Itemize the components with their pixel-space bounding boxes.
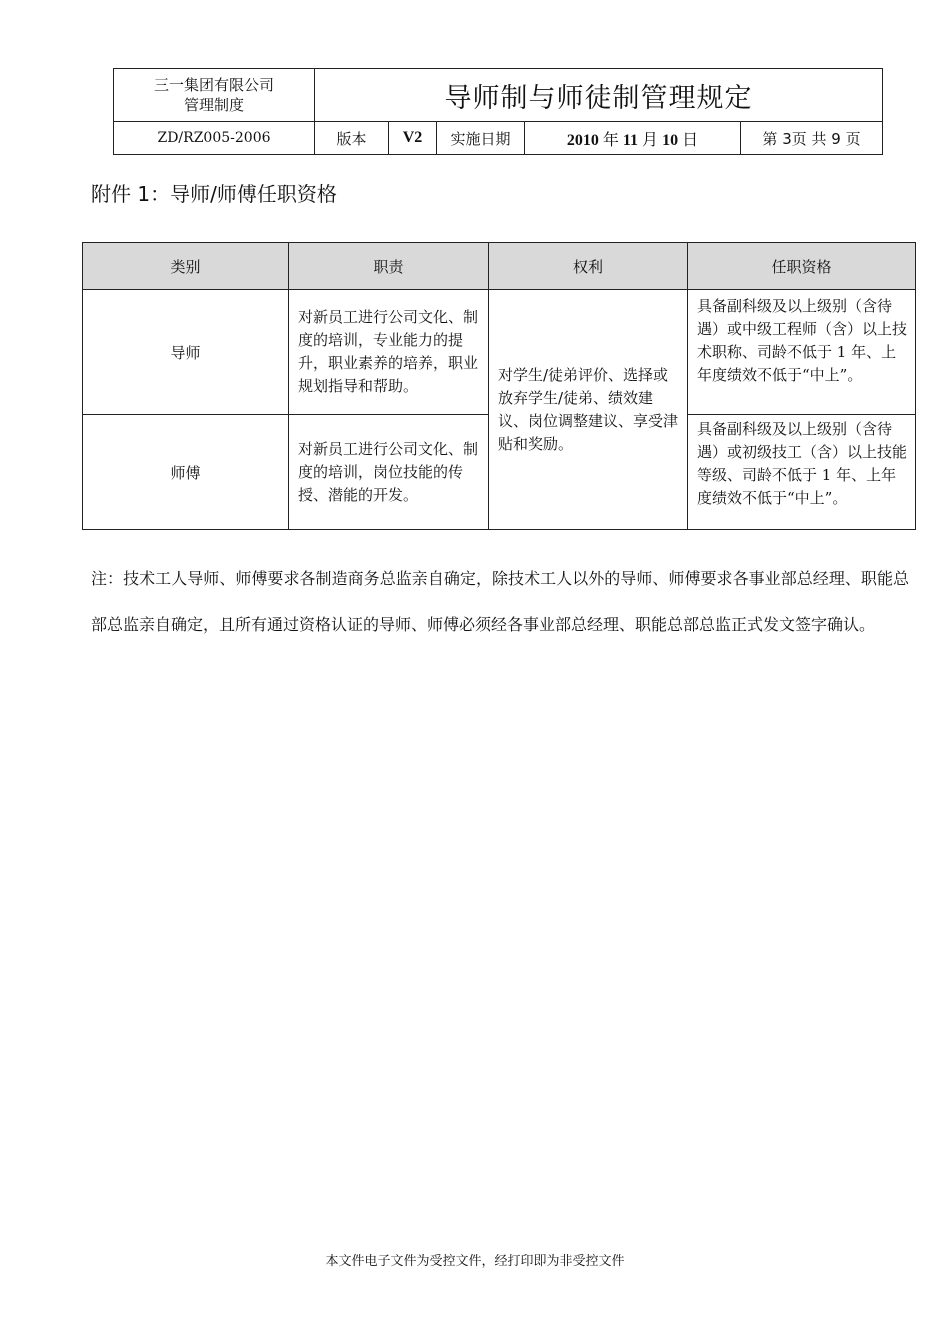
document-code: ZD/RZ005-2006: [114, 122, 315, 155]
category-cell: 师傅: [83, 415, 289, 530]
note-paragraph: 注：技术工人导师、师傅要求各制造商务总监亲自确定，除技术工人以外的导师、师傅要求各事业部总经理、职能总部总监亲自确定，且所有通过资格认证的导师、师傅必须经各事业部总经理、职能总部总监正式发文签字确认。: [91, 569, 909, 634]
version-label: 版本: [315, 122, 389, 155]
company-cell: [114, 69, 315, 122]
qualification-cell: 具备副科级及以上级别（含待遇）或中级工程师（含）以上技术职称、司龄不低于 1 年、上年度绩效不低于“中上”。: [688, 290, 916, 415]
company-name: 三一集团有限公司: [153, 76, 274, 94]
effective-date: [525, 122, 741, 155]
duty-cell: 对新员工进行公司文化、制度的培训，专业能力的提升，职业素养的培养，职业规划指导和帮助。: [289, 290, 489, 415]
effective-date-label: 实施日期: [437, 122, 525, 155]
duty-cell: 对新员工进行公司文化、制度的培训，岗位技能的传授、潜能的开发。: [289, 415, 489, 530]
section-title: 附件 1：导师/师傅任职资格: [91, 182, 337, 206]
date-month: 11: [622, 131, 639, 149]
category-cell: 导师: [83, 290, 289, 415]
version-value: V2: [389, 122, 437, 155]
qualification-table: [82, 242, 916, 530]
date-day-unit: 日: [682, 131, 699, 149]
date-year-unit: 年: [602, 131, 619, 149]
date-day: 10: [662, 131, 679, 149]
column-header-qualification: 任职资格: [688, 243, 916, 290]
page-info: 第 3页 共 9 页: [741, 122, 883, 155]
document-category: 管理制度: [183, 96, 244, 114]
column-header-category: 类别: [83, 243, 289, 290]
date-year: 2010: [566, 131, 599, 149]
rights-cell: 对学生/徒弟评价、选择或放弃学生/徒弟、绩效建议、岗位调整建议、享受津贴和奖励。: [489, 290, 688, 530]
column-header-duty: 职责: [289, 243, 489, 290]
date-month-unit: 月: [642, 131, 659, 149]
document-title: 导师制与师徒制管理规定: [315, 69, 883, 122]
footer-notice: 本文件电子文件为受控文件，经打印即为非受控文件: [325, 1254, 625, 1269]
column-header-rights: 权利: [489, 243, 688, 290]
table-header-row: [83, 243, 916, 290]
table-row: [83, 290, 916, 415]
qualification-cell: 具备副科级及以上级别（含待遇）或初级技工（含）以上技能等级、司龄不低于 1 年、上年度绩效不低于“中上”。: [688, 415, 916, 530]
document-header: [113, 68, 883, 155]
